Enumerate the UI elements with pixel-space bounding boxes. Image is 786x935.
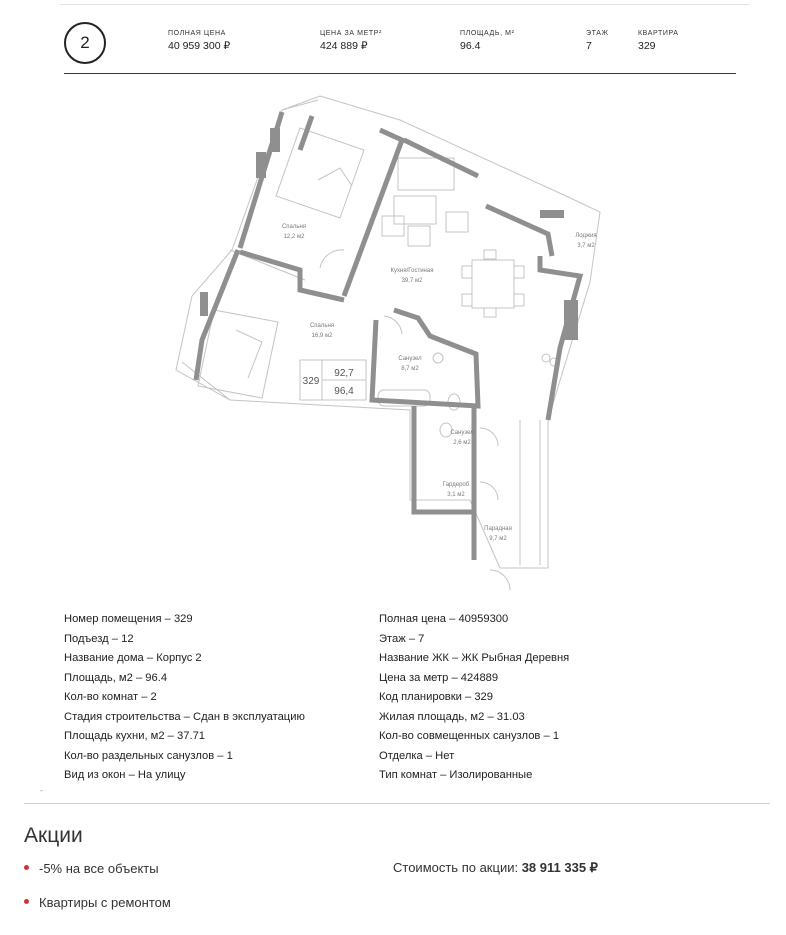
- room-area: 2,6 м2: [453, 440, 471, 446]
- stat-apartment: [638, 30, 679, 52]
- room-area: 12,2 м2: [283, 234, 305, 240]
- promo-item-label: -5% на все объекты: [39, 861, 159, 876]
- room-label: Спальня: [281, 224, 307, 230]
- detail-row: Название ЖК – ЖК Рыбная Деревня: [379, 652, 570, 664]
- floor-plan[interactable]: [170, 88, 610, 603]
- detail-row: Стадия строительства – Сдан в эксплуатацию: [64, 710, 305, 723]
- promo-price: [393, 860, 598, 876]
- top-rule: [60, 4, 750, 5]
- promo-price-label: Стоимость по акции:: [393, 860, 519, 875]
- promo-item[interactable]: [24, 895, 171, 910]
- detail-row: Полная цена – 40959300: [379, 613, 509, 625]
- stat-value: 7: [586, 40, 592, 52]
- room-label: Гардероб: [442, 482, 470, 488]
- room-area: 3,1 м2: [447, 492, 465, 498]
- promo-item[interactable]: [24, 861, 159, 876]
- stat-price-per-meter: [320, 30, 382, 52]
- detail-row: Название дома – Корпус 2: [64, 652, 202, 664]
- bullet-dot-icon: [24, 899, 29, 904]
- detail-row: Номер помещения – 329: [64, 613, 193, 625]
- room-area: 8,7 м2: [401, 366, 419, 372]
- room-count-badge: 2: [64, 22, 106, 64]
- stat-floor: [586, 30, 609, 52]
- stat-value: 96.4: [460, 40, 481, 52]
- badge-area-bottom: 96,4: [334, 386, 354, 397]
- detail-row: Кол-во комнат – 2: [64, 691, 157, 703]
- stat-full-price: [168, 30, 230, 52]
- room-area: 16,9 м2: [311, 333, 333, 339]
- room-label: Спальня: [309, 323, 335, 329]
- detail-row: Код планировки – 329: [379, 691, 493, 703]
- stat-label: ЦЕНА ЗА МЕТР²: [320, 30, 382, 37]
- detail-row: Площадь кухни, м2 – 37.71: [64, 730, 206, 742]
- room-area: 3,7 м2: [577, 243, 595, 249]
- detail-row: Жилая площадь, м2 – 31.03: [379, 710, 525, 723]
- detail-row: Кол-во раздельных санузлов – 1: [64, 749, 233, 762]
- dash-mark: -: [40, 786, 43, 795]
- detail-row: Цена за метр – 424889: [379, 671, 499, 684]
- detail-row: Вид из окон – На улицу: [64, 769, 186, 781]
- badge-number: 329: [302, 376, 320, 387]
- stat-area: [460, 30, 515, 52]
- room-label: Лоджия: [575, 233, 597, 239]
- detail-row: Площадь, м2 – 96.4: [64, 671, 168, 684]
- detail-row: Этаж – 7: [379, 632, 425, 645]
- detail-row: Кол-во совмещенных санузлов – 1: [379, 730, 560, 742]
- room-area: 9,7 м2: [489, 536, 507, 542]
- detail-row: Отделка – Нет: [379, 749, 455, 762]
- detail-row: Подъезд – 12: [64, 632, 134, 645]
- stat-value: 40 959 300 ₽: [168, 40, 231, 52]
- stat-label: ПЛОЩАДЬ, М²: [460, 30, 515, 37]
- stat-value: 424 889 ₽: [320, 40, 368, 52]
- room-area: 39,7 м2: [401, 278, 423, 284]
- promo-title: Акции: [24, 824, 83, 847]
- stat-value: 329: [638, 40, 656, 52]
- promo-price-value: 38 911 335 ₽: [521, 860, 598, 875]
- badge-area-top: 92,7: [334, 368, 354, 379]
- stat-label: ПОЛНАЯ ЦЕНА: [168, 30, 226, 37]
- stat-label: ЭТАЖ: [586, 30, 609, 37]
- stat-label: КВАРТИРА: [638, 30, 679, 37]
- room-label: Санузел: [398, 356, 422, 362]
- room-label: Санузел: [450, 430, 474, 436]
- apartment-summary-header: [64, 20, 736, 74]
- section-divider: [24, 803, 770, 804]
- detail-row: Тип комнат – Изолированные: [379, 769, 533, 781]
- bullet-dot-icon: [24, 865, 29, 870]
- details-right-column: [379, 610, 569, 786]
- promo-item-label: Квартиры с ремонтом: [39, 895, 171, 910]
- room-label: Парадная: [484, 526, 512, 532]
- room-label: Кухня/Гостиная: [390, 268, 434, 274]
- details-left-column: [64, 610, 305, 786]
